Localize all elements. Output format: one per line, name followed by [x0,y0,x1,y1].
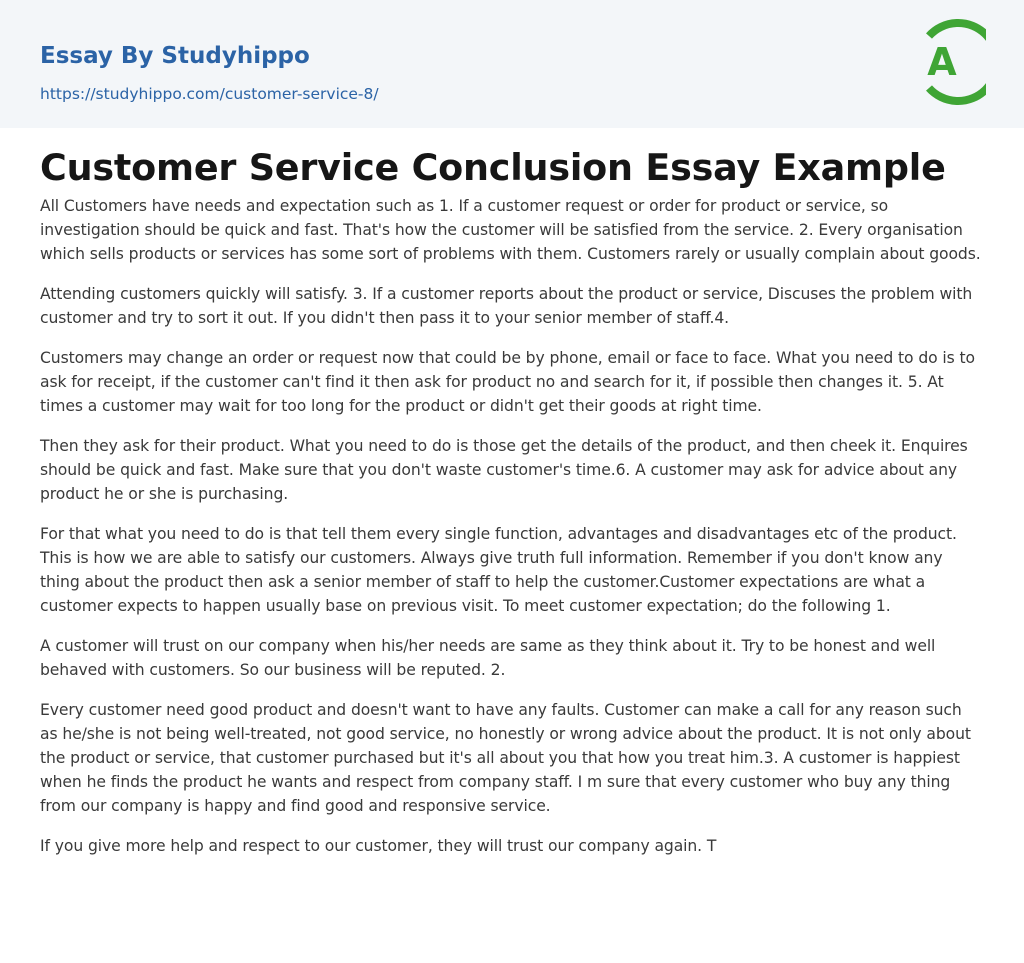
essay-paragraph: A customer will trust on our company when his/her needs are same as they think about it. Try to be honest and well behaved with customers. So our business will be reputed. 2. [40,637,936,679]
essay-url-link[interactable]: https://studyhippo.com/customer-service-8/ [40,85,379,103]
essay-paragraph: For that what you need to do is that tell them every single function, advantages and disadvantages etc of the product. This is how we are able to satisfy our customers. Always give truth full information. Remember if you don't know any thing about the product then ask a senior member of staff to help the customer.Customer expectations are what a customer expects to happen usually base on previous visit. To meet customer expectation; do the following 1. [40,525,957,615]
essay-paragraph: Every customer need good product and doesn't want to have any faults. Customer can make a call for any reason such as he/she is not being well-treated, not good service, no honestly or wrong advice about the product. It is not only about the product or service, that customer purchased but it's all about you that how you treat him.3. A customer is happiest when he finds the product he wants and respect from company staff. I m sure that every customer who buy any thing from our company is happy and find good and responsive service. [40,701,971,815]
essay-paragraph: All Customers have needs and expectation such as 1. If a customer request or order for product or service, so investigation should be quick and fast. That's how the customer will be satisfied from the service. 2. Every organisation which sells products or services has some sort of problems with them. Customers rarely or usually complain about goods. [40,197,981,263]
essay-paragraph: Customers may change an order or request now that could be by phone, email or face to face. What you need to do is to ask for receipt, if the customer can't find it then ask for product no and search for it, if possible then changes it. 5. At times a customer may wait for too long for the product or didn't get their goods at right time. [40,349,975,415]
essay-paragraph: Then they ask for their product. What you need to do is those get the details of the product, and then cheek it. Enquires should be quick and fast. Make sure that you don't waste customer's time.6. A customer may ask for advice about any product he or she is purchasing. [40,437,968,503]
essay-title: Customer Service Conclusion Essay Example [40,146,946,189]
logo-letter: A [927,40,957,84]
brand-title[interactable]: Essay By Studyhippo [40,43,310,69]
site-header [0,0,1024,128]
essay-paragraph: If you give more help and respect to our customer, they will trust our company again. T [40,837,717,855]
studyhippo-logo-icon[interactable] [916,18,986,106]
essay-paragraph: Attending customers quickly will satisfy. 3. If a customer reports about the product or service, Discuses the problem with customer and try to sort it out. If you didn't then pass it to your senior member of staff.4. [40,285,973,327]
